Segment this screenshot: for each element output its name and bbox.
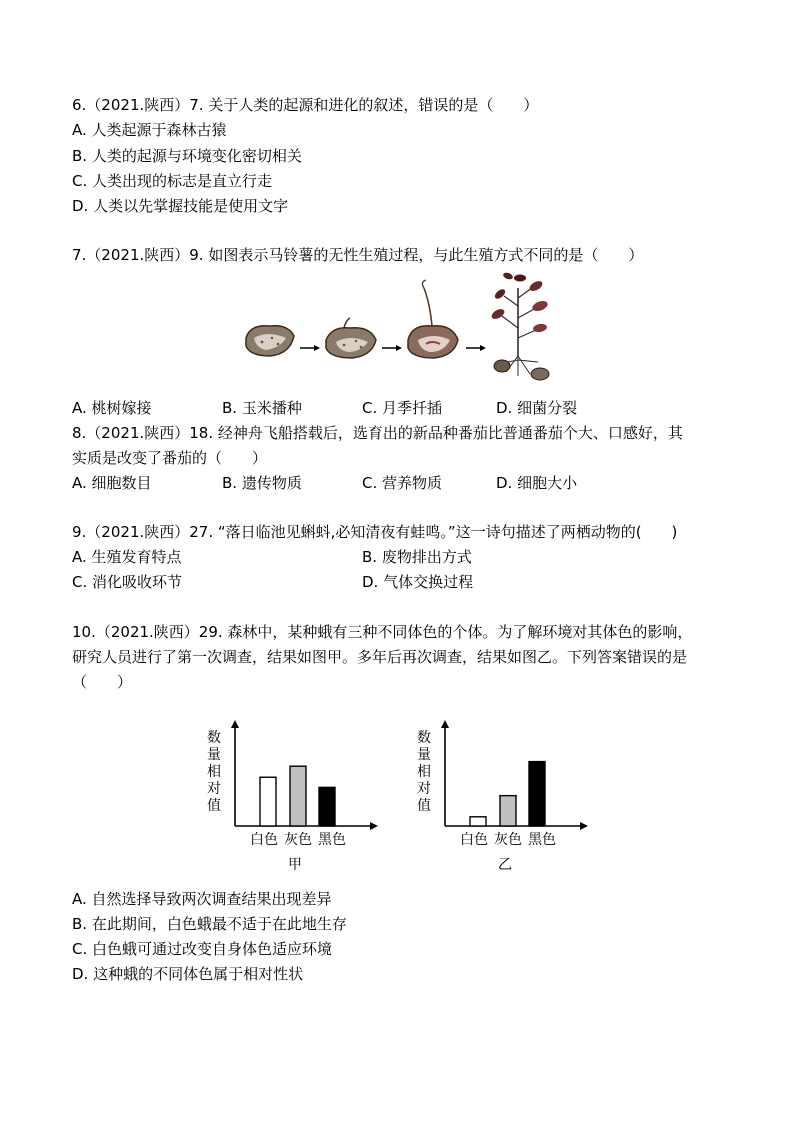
question-7-option-a: A. 桃树嫁接 [72,399,152,417]
y-axis-label-char: 相 [417,764,431,780]
bar-black [529,762,545,826]
y-axis-label-char: 值 [417,798,431,814]
question-9-option-d: D. 气体交换过程 [362,573,474,591]
bar-chart-yi [410,714,600,884]
question-7-option-b: B. 玉米播种 [222,399,302,417]
chart-caption-yi: 乙 [498,857,512,873]
question-6-option-d: D. 人类以先掌握技能是使用文字 [72,197,289,215]
question-6-option-b: B. 人类的起源与环境变化密切相关 [72,147,302,165]
category-label-black: 黑色 [318,832,346,848]
bar-gray [290,766,306,826]
y-axis-label-char: 对 [207,781,221,797]
question-6-stem: 6.（2021.陕西）7. 关于人类的起源和进化的叙述，错误的是（ ） [72,96,539,114]
potato-piece-1 [246,326,294,356]
y-axis-label-char: 值 [207,798,221,814]
question-7-option-c: C. 月季扦插 [362,399,443,417]
y-axis-label-char: 相 [207,764,221,780]
question-10-option-c: C. 白色蛾可通过改变自身体色适应环境 [72,940,333,958]
question-10-stem-line-1: 10.（2021.陕西）29. 森林中，某种蛾有三种不同体色的个体。为了解环境对其体色的影响， [72,623,693,641]
question-8-option-c: C. 营养物质 [362,474,443,492]
category-label-gray: 灰色 [284,832,312,848]
potato-piece-2 [326,318,376,358]
bar-white [260,777,276,826]
y-axis-arrow [441,720,449,728]
y-axis-label-char: 量 [417,747,431,763]
question-8-option-a: A. 细胞数目 [72,474,152,492]
chart-plot-area [410,714,600,834]
question-9-option-b: B. 废物排出方式 [362,548,472,566]
x-axis-arrow [370,822,378,830]
y-axis-label-char: 对 [417,781,431,797]
category-label-gray: 灰色 [494,832,522,848]
question-9-option-a: A. 生殖发育特点 [72,548,182,566]
chart-caption-jia: 甲 [288,857,302,873]
chart-plot-area [200,714,390,834]
potato-plant [490,271,549,380]
bar-gray [500,796,516,826]
potato-piece-3 [408,280,458,358]
x-axis-arrow [580,822,588,830]
question-7-option-d: D. 细菌分裂 [496,399,578,417]
potato-reproduction-figure [240,268,560,390]
category-label-white: 白色 [250,832,278,848]
category-label-black: 黑色 [528,832,556,848]
y-axis-label-char: 数 [207,730,221,746]
question-10-option-d: D. 这种蛾的不同体色属于相对性状 [72,965,304,983]
y-axis-label-char: 量 [207,747,221,763]
y-axis-arrow [231,720,239,728]
question-6-option-a: A. 人类起源于森林古猿 [72,121,227,139]
y-axis-label-char: 数 [417,730,431,746]
question-10-option-b: B. 在此期间，白色蛾最不适于在此地生存 [72,915,347,933]
question-10-stem-line-3: （ ） [72,673,133,691]
question-9-stem: 9.（2021.陕西）27. “落日临池见蝌蚪,必知清夜有蛙鸣。”这一诗句描述了两栖动物的( ) [72,523,678,541]
question-10-option-a: A. 自然选择导致两次调查结果出现差异 [72,890,332,908]
bar-white [470,817,486,826]
bar-chart-jia [200,714,390,884]
question-8-stem-line-2: 实质是改变了番茄的（ ） [72,449,268,467]
question-7-stem: 7.（2021.陕西）9. 如图表示马铃薯的无性生殖过程，与此生殖方式不同的是（ ） [72,246,644,264]
question-6-option-c: C. 人类出现的标志是直立行走 [72,172,273,190]
bar-black [319,787,335,826]
question-8-option-d: D. 细胞大小 [496,474,578,492]
question-8-stem-line-1: 8.（2021.陕西）18. 经神舟飞船搭载后，选育出的新品种番茄比普通番茄个大、口感好，其 [72,424,683,442]
question-8-option-b: B. 遗传物质 [222,474,302,492]
category-label-white: 白色 [460,832,488,848]
question-9-option-c: C. 消化吸收环节 [72,573,183,591]
question-10-stem-line-2: 研究人员进行了第一次调查，结果如图甲。多年后再次调查，结果如图乙。下列答案错误的是 [72,648,688,666]
